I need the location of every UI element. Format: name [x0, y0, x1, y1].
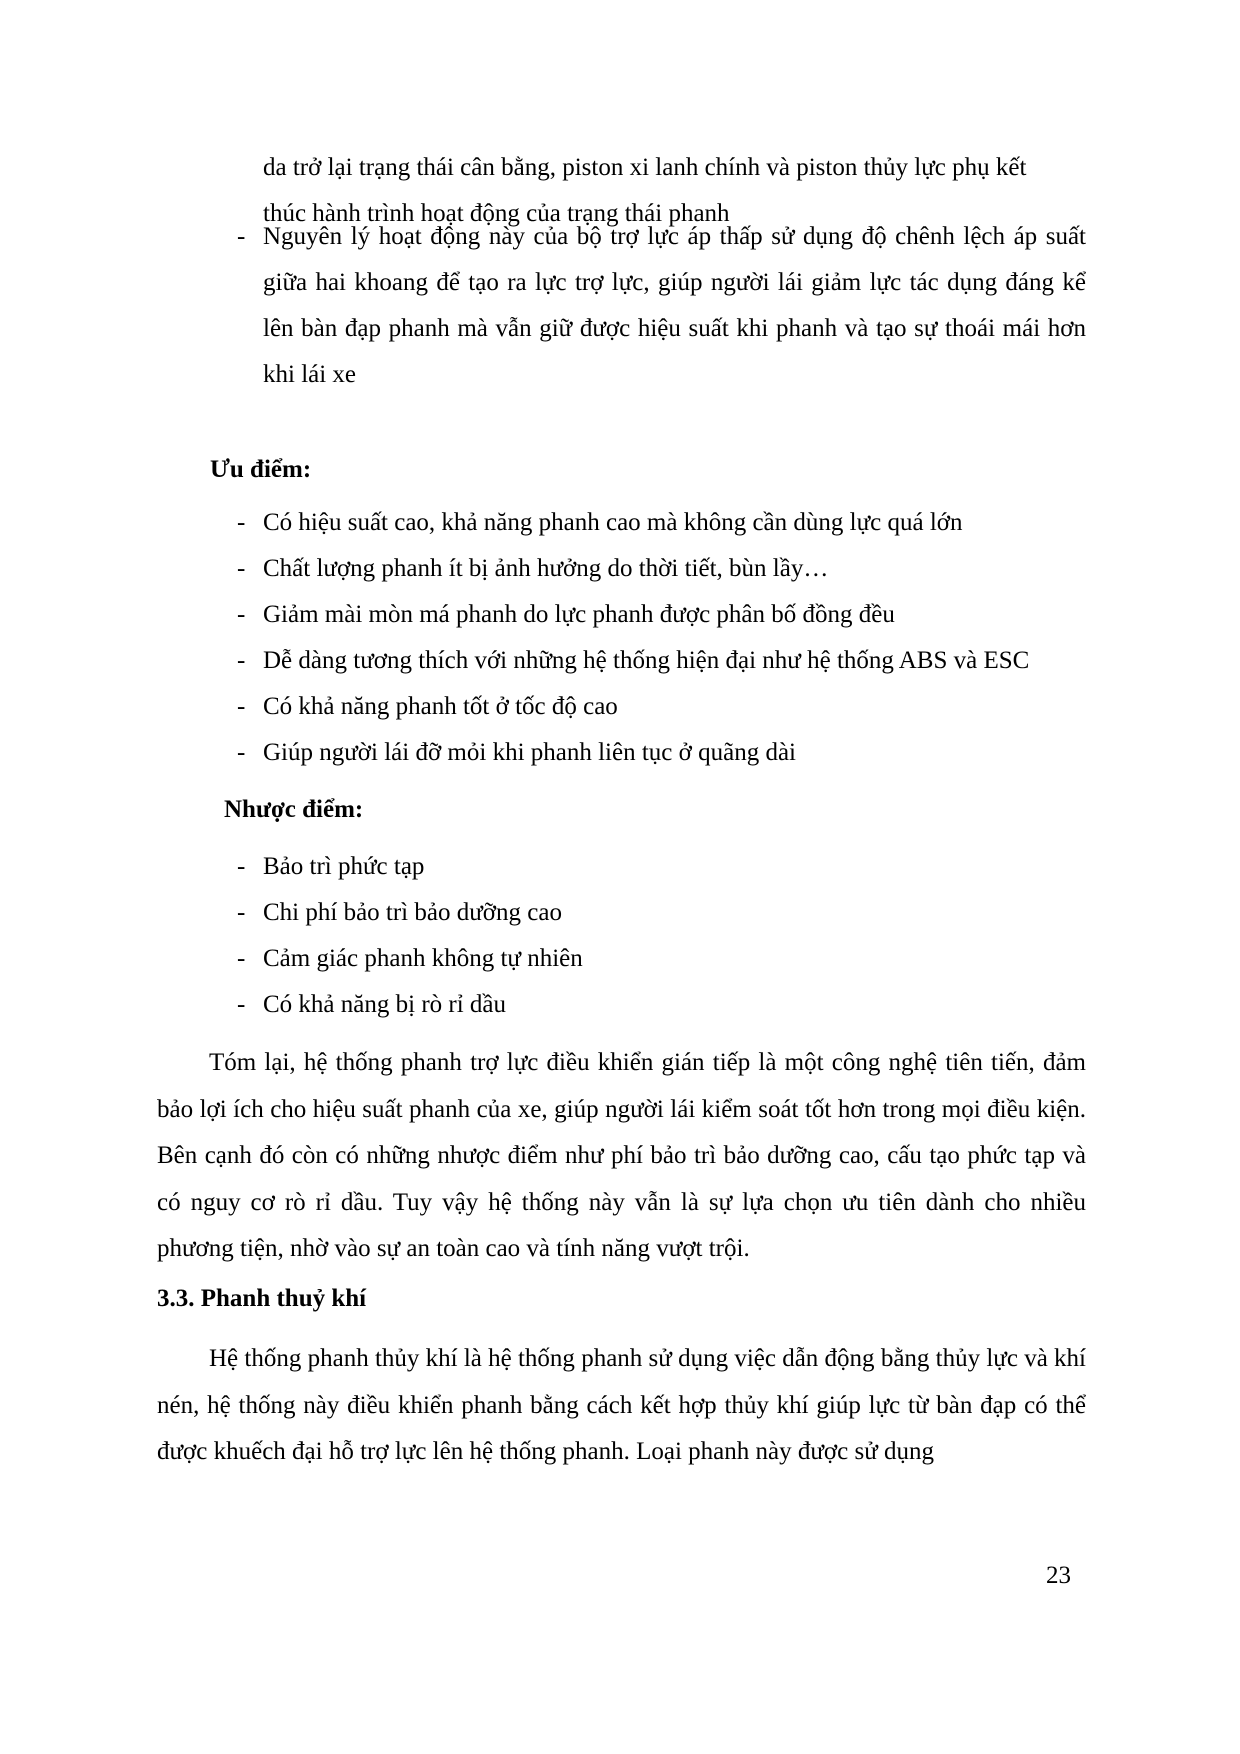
- disadvantage-text: Cảm giác phanh không tự nhiên: [263, 945, 583, 972]
- list-item: [237, 546, 1086, 592]
- disadvantages-heading: Nhược điểm:: [224, 796, 364, 823]
- list-item: [237, 684, 1086, 730]
- principle-list-item: [237, 214, 1086, 398]
- advantage-text: Giúp người lái đỡ mỏi khi phanh liên tục ở quãng dài: [263, 739, 796, 766]
- list-item: [237, 638, 1086, 684]
- list-item: [237, 982, 1086, 1028]
- list-dash: -: [237, 223, 246, 250]
- disadvantage-text: Chi phí bảo trì bảo dưỡng cao: [263, 899, 562, 926]
- advantage-text: Chất lượng phanh ít bị ảnh hưởng do thời tiết, bùn lầy…: [263, 555, 829, 582]
- list-item: [237, 890, 1086, 936]
- advantages-heading: Ưu điểm:: [210, 456, 312, 483]
- continuation-line-2: thúc hành trình hoạt động của trạng thái phanh: [263, 200, 730, 227]
- list-dash: -: [237, 739, 246, 766]
- list-item: [237, 730, 1086, 776]
- section-title: 3.3. Phanh thuỷ khí: [157, 1285, 367, 1312]
- list-dash: -: [237, 509, 246, 536]
- advantage-text: Có khả năng phanh tốt ở tốc độ cao: [263, 693, 618, 720]
- list-dash: -: [237, 601, 246, 628]
- advantage-text: Giảm mài mòn má phanh do lực phanh được phân bố đồng đều: [263, 601, 895, 628]
- summary-paragraph: Tóm lại, hệ thống phanh trợ lực điều khiển gián tiếp là một công nghệ tiên tiến, đảm bảo lợi ích cho hiệu suất phanh của xe, giúp người lái kiểm soát tốt hơn trong mọi điều kiện. Bên cạnh đó còn có những nhược điểm như phí bảo trì bảo dưỡng cao, cấu tạo phức tạp và có nguy cơ rò rỉ dầu. Tuy vậy hệ thống này vẫn là sự lựa chọn ưu tiên dành cho nhiều phương tiện, nhờ vào sự an toàn cao và tính năng vượt trội.: [157, 1049, 1086, 1262]
- list-dash: -: [237, 899, 246, 926]
- list-item: [237, 500, 1086, 546]
- list-dash: -: [237, 555, 246, 582]
- list-dash: -: [237, 647, 246, 674]
- list-dash: -: [237, 693, 246, 720]
- disadvantage-text: Có khả năng bị rò rỉ dầu: [263, 991, 507, 1018]
- disadvantage-text: Bảo trì phức tạp: [263, 853, 425, 880]
- list-item: [237, 936, 1086, 982]
- advantage-text: Dễ dàng tương thích với những hệ thống hiện đại như hệ thống ABS và ESC: [263, 647, 1030, 674]
- list-item: [237, 592, 1086, 638]
- section-paragraph: Hệ thống phanh thủy khí là hệ thống phanh sử dụng việc dẫn động bằng thủy lực và khí nén, hệ thống này điều khiển phanh bằng cách kết hợp thủy khí giúp lực từ bàn đạp có thể được khuếch đại hỗ trợ lực lên hệ thống phanh. Loại phanh này được sử dụng: [157, 1345, 1086, 1465]
- continuation-line-1: da trở lại trạng thái cân bằng, piston xi lanh chính và piston thủy lực phụ kết: [263, 154, 1027, 181]
- advantage-text: Có hiệu suất cao, khả năng phanh cao mà không cần dùng lực quá lớn: [263, 509, 963, 536]
- list-dash: -: [237, 853, 246, 880]
- list-dash: -: [237, 991, 246, 1018]
- principle-text: Nguyên lý hoạt động này của bộ trợ lực áp thấp sử dụng độ chênh lệch áp suất giữa hai khoang để tạo ra lực trợ lực, giúp người lái giảm lực tác dụng đáng kể lên bàn đạp phanh mà vẫn giữ được hiệu suất khi phanh và tạo sự thoái mái hơn khi lái xe: [263, 223, 1086, 388]
- list-dash: -: [237, 945, 246, 972]
- page-number: 23: [1046, 1562, 1071, 1589]
- list-item: [237, 844, 1086, 890]
